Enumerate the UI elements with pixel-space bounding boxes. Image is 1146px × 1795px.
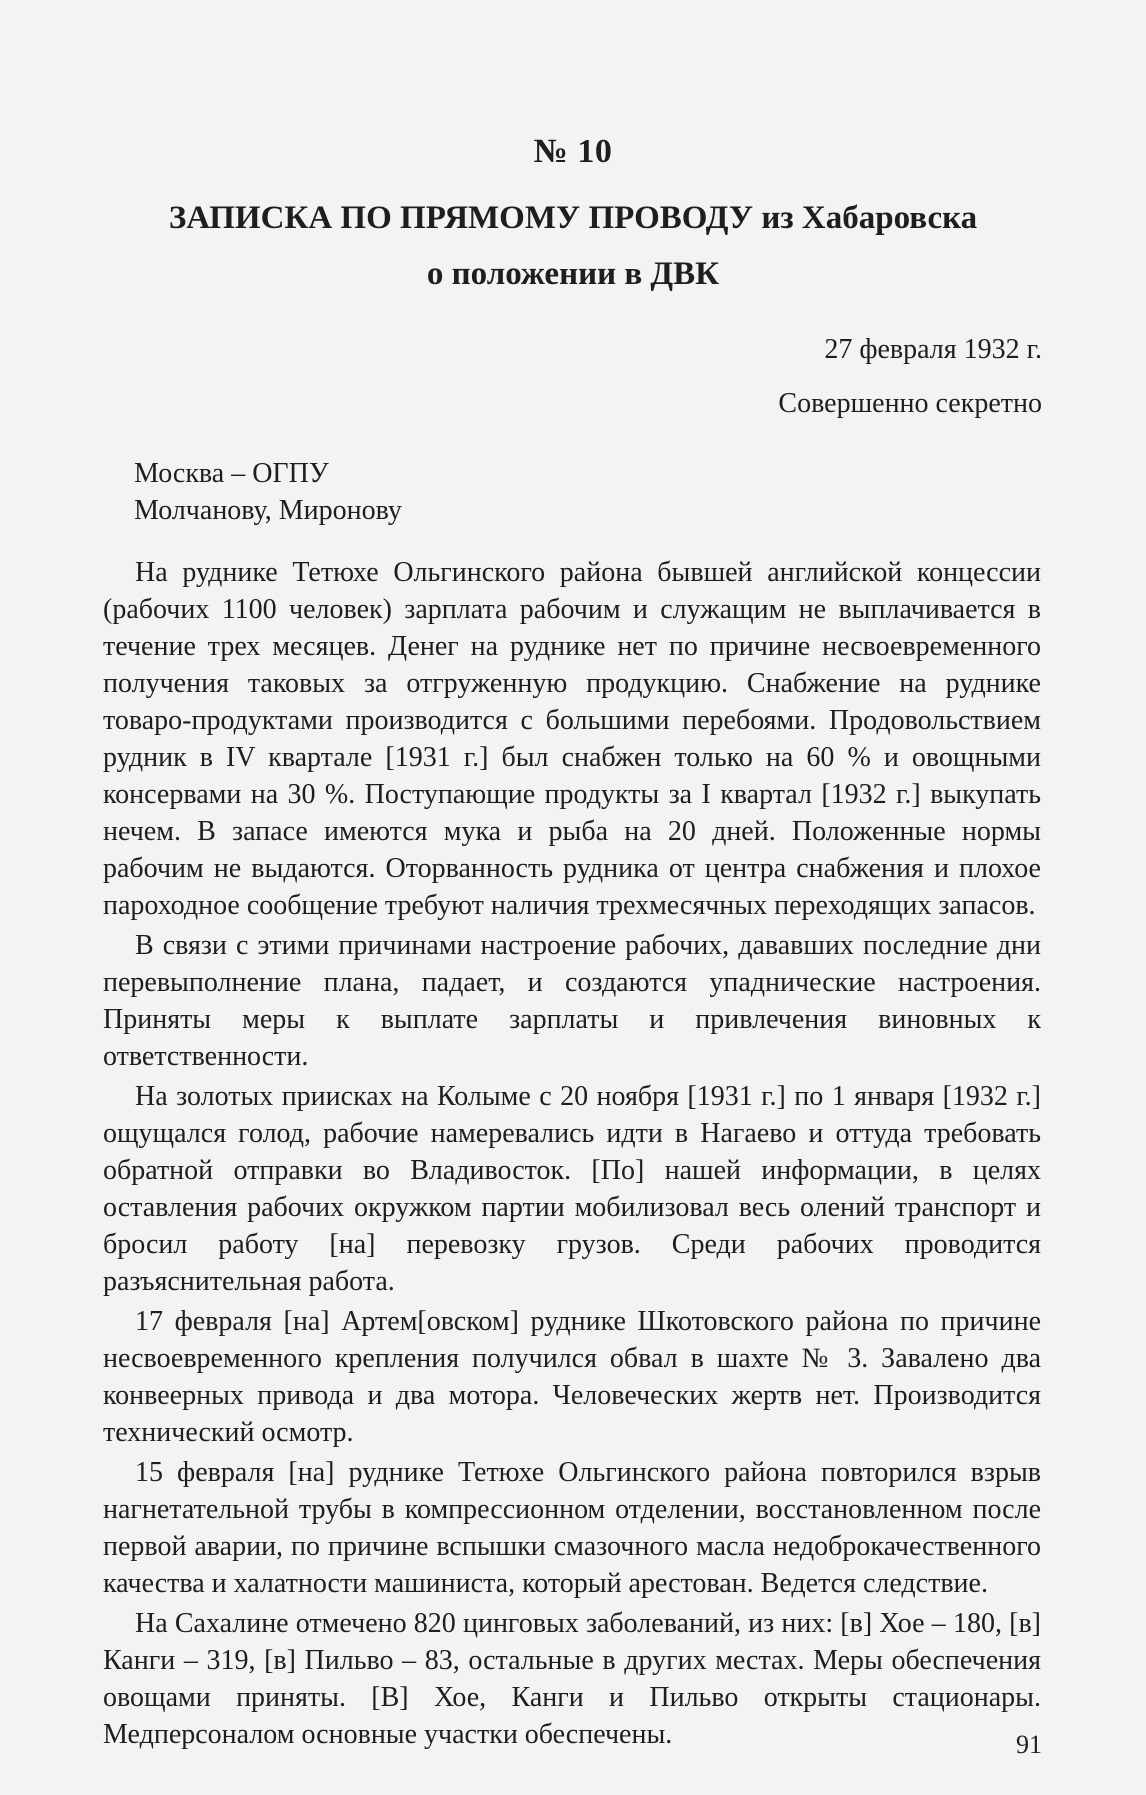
document-title	[0, 190, 1146, 302]
addressee-line-2: Молчанову, Миронову	[134, 495, 402, 526]
page-number: 91	[1016, 1730, 1042, 1759]
paragraph: На золотых приисках на Колыме с 20 ноября [1931 г.] по 1 января [1932 г.] ощущался голод, рабочие намеревались идти в Нагаево и оттуда требовать обратной отправки во Владивосток. [По] нашей информации, в целях оставления рабочих окружком партии мобилизовал весь олений транспорт и бросил работу [на] перевозку грузов. Среди рабочих проводится разъяснительная работа.	[103, 1081, 1041, 1297]
paragraph: В связи с этими причинами настроение рабочих, дававших последние дни перевыполнение плана, падает, и создаются упаднические настроения. Приняты меры к выплате зарплаты и привлечения виновных к ответственности.	[103, 930, 1041, 1072]
title-line-1: ЗАПИСКА ПО ПРЯМОМУ ПРОВОДУ из Хабаровска	[168, 200, 978, 236]
paragraph: 17 февраля [на] Артем[овском] руднике Шкотовского района по причине несвоевременного крепления получился обвал в шахте № 3. Завалено два конвеерных привода и два мотора. Человеческих жертв нет. Производится технический осмотр.	[103, 1306, 1041, 1448]
addressee-line-1: Москва – ОГПУ	[134, 458, 329, 489]
addressee-block	[134, 455, 402, 529]
paragraph: На Сахалине отмечено 820 цинговых заболеваний, из них: [в] Хое – 180, [в] Канги – 319, [в] Пильво – 83, остальные в других местах. Меры обеспечения овощами приняты. [В] Хое, Канги и Пильво открыты стационары. Медперсоналом основные участки обеспечены.	[103, 1608, 1041, 1750]
document-number: № 10	[533, 133, 613, 170]
document-body	[103, 554, 1041, 1753]
classification-label: Совершенно секретно	[778, 388, 1042, 419]
paragraph: На руднике Тетюхе Ольгинского района бывшей английской концессии (рабочих 1100 человек) зарплата рабочим и служащим не выплачивается в течение трех месяцев. Денег на руднике нет по причине несвоевременного получения таковых за отгруженную продукцию. Снабжение на руднике товаро-продуктами производится с большими перебоями. Продовольствием рудник в IV квартале [1931 г.] был снабжен только на 60 % и овощными консервами на 30 %. Поступающие продукты за I квартал [1932 г.] выкупать нечем. В запасе имеются мука и рыба на 20 дней. Положенные нормы рабочим не выдаются. Оторванность рудника от центра снабжения и плохое пароходное сообщение требуют наличия трехмесячных переходящих запасов.	[103, 557, 1041, 921]
paragraph: 15 февраля [на] руднике Тетюхе Ольгинского района повторился взрыв нагнетательной трубы в компрессионном отделении, восстановленном после первой аварии, по причине вспышки смазочного масла недоброкачественного качества и халатности машиниста, который арестован. Ведется следствие.	[103, 1457, 1041, 1599]
title-line-2: о положении в ДВК	[426, 256, 720, 292]
document-date: 27 февраля 1932 г.	[824, 334, 1042, 365]
